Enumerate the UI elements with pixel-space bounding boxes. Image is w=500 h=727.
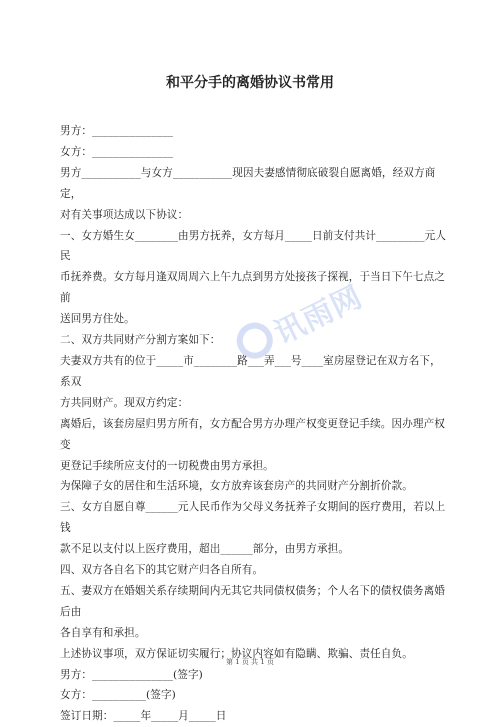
line-clause-3b: 款不足以支付以上医疗费用，超出______部分，由男方承担。 xyxy=(60,543,350,556)
line-property-2: 方共同财产。现双方约定： xyxy=(60,396,189,409)
watermark-text: 讯雨网 xyxy=(269,279,369,352)
line-male-signature: 男方：_______________(签字) xyxy=(60,668,203,681)
document-title: 和平分手的离婚协议书常用 xyxy=(166,75,334,91)
line-female-party: 女方：_______________ xyxy=(60,145,174,158)
line-clause-3a: 三、女方自愿自尊______元人民币作为父母义务抚养子女期间的医疗费用，若以上钱 xyxy=(60,501,446,535)
line-property-4: 更登记手续所应支付的一切税费由男方承担。 xyxy=(60,459,274,472)
line-clause-1c: 送回男方住处。 xyxy=(60,313,135,326)
line-property-3: 离婚后，该套房屋归男方所有，女方配合男方办理产权变更登记手续。因办理产权变 xyxy=(60,417,445,451)
page-footer: 第 1 页 共 1 页 xyxy=(225,658,275,666)
line-intro-1: 男方___________与女方___________现因夫妻感情彻底破裂自愿离婚，经双方商定， xyxy=(60,166,436,200)
line-clause-2: 二、双方共同财产分割方案如下： xyxy=(60,334,221,347)
line-clause-5a: 五、妻双方在婚姻关系存续期间内无其它共同债权债务；个人名下的债权债务离婚后由 xyxy=(60,584,445,618)
line-female-signature: 女方：__________(签字) xyxy=(60,689,176,702)
line-property-5: 为保障子女的居住和生活环境，女方放弃该套房产的共同财产分割折价款。 xyxy=(60,480,413,493)
line-sign-date: 签订日期：_____年_____月_____日 xyxy=(60,710,227,723)
line-property-1: 夫妻双方共有的位于_____市________路___弄___号____室房屋登记在双方名下，系双 xyxy=(60,354,441,388)
line-clause-4: 四、双方各自名下的其它财产归各自所有。 xyxy=(60,564,264,577)
line-clause-5b: 各自享有和承担。 xyxy=(60,626,146,639)
line-clause-1b: 币抚养费。女方每月逢双周周六上午九点到男方处接孩子探视，于当日下午七点之前 xyxy=(60,271,445,305)
line-clause-1a: 一、女方婚生女________由男方抚养，女方每月_____日前支付共计_________元人民 xyxy=(60,229,447,263)
document-body xyxy=(60,121,450,727)
line-intro-2: 对有关事项达成以下协议： xyxy=(60,208,189,221)
line-guarantee: 上述协议事项，双方保证切实履行；协议内容如有隐瞒、欺骗、责任自负。 xyxy=(60,647,413,660)
line-male-party: 男方：_______________ xyxy=(60,125,174,137)
